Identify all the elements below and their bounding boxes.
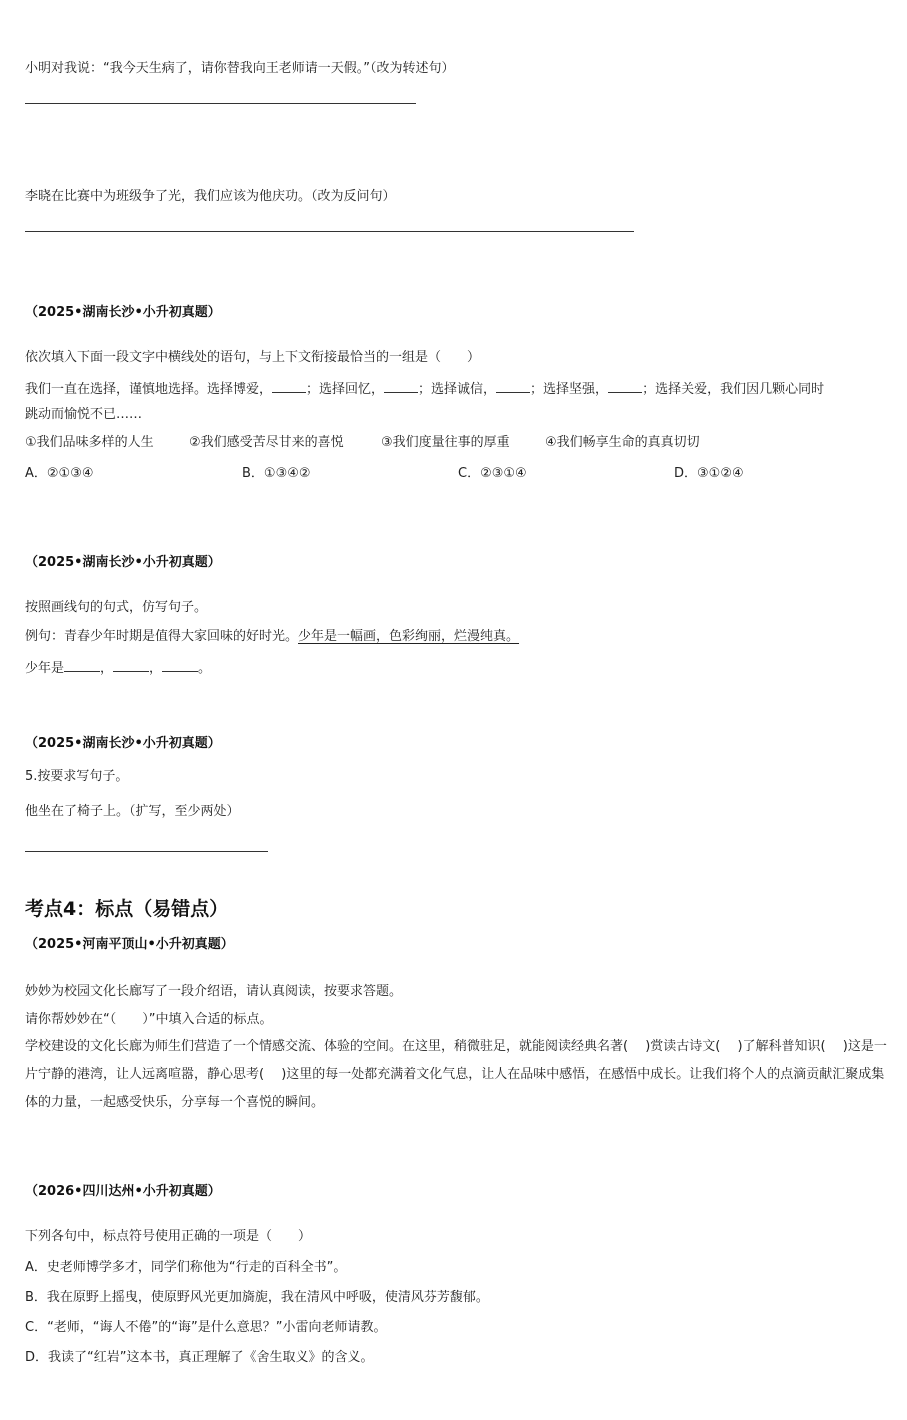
- q7-source: （2026•四川达州•小升初真题）: [25, 1184, 221, 1199]
- q3-option-a[interactable]: A．②①③④: [25, 466, 94, 481]
- q7-option-c[interactable]: C．“老师，“诲人不倦”的“诲”是什么意思？”小雷向老师请教。: [25, 1320, 387, 1335]
- q6-passage: 学校建设的文化长廊为师生们营造了一个情感交流、体验的空间。在这里，稍微驻足，就能阅读经典名著( )赏读古诗文( )了解科普知识( )这是一片宁静的港湾，让人远离喧嚣，静心思考( )这里的每一处都充满着文化气息，让人在品味中感悟，在感悟中成长。让我们将个人的点滴贡献汇聚成集体的力量，一起感受快乐，分享每一个喜悦的瞬间。: [25, 1039, 887, 1110]
- q4-example: [25, 628, 519, 646]
- q7-option-b[interactable]: B．我在原野上摇曳，使原野风光更加旖旎，我在清风中呼吸，使清风芬芳馥郁。: [25, 1290, 489, 1305]
- q3-blank-3[interactable]: [496, 378, 530, 393]
- q4-sep-1: ，: [100, 661, 114, 676]
- q2-prompt: 李晓在比赛中为班级争了光，我们应该为他庆功。（改为反问句）: [25, 189, 396, 204]
- q2-answer-line[interactable]: [25, 231, 634, 232]
- q4-example-underlined: 少年是一幅画，色彩绚丽，烂漫纯真。: [298, 629, 520, 644]
- q4-blank-3[interactable]: [162, 657, 198, 672]
- q4-blank-2[interactable]: [113, 657, 149, 672]
- section-heading: 考点4：标点（易错点）: [25, 898, 229, 920]
- q3-blank-4[interactable]: [608, 378, 642, 393]
- q3-option-c[interactable]: C．②③①④: [458, 466, 527, 481]
- q3-passage-part-e: ；选择关爱，我们因几颗心同时: [642, 382, 825, 397]
- q3-passage-part-c: ；选择诚信，: [418, 382, 497, 397]
- q4-sep-2: ，: [149, 661, 163, 676]
- q4-answer-prefix: 少年是: [25, 661, 65, 676]
- q4-source: （2025•湖南长沙•小升初真题）: [25, 555, 221, 570]
- q4-blank-1[interactable]: [64, 657, 100, 672]
- q3-stem: 依次填入下面一段文字中横线处的语句，与上下文衔接最恰当的一组是（ ）: [25, 350, 481, 365]
- q3-item-2: ②我们感受苦尽甘来的喜悦: [189, 435, 344, 450]
- q7-option-a[interactable]: A．史老师博学多才，同学们称他为“行走的百科全书”。: [25, 1260, 347, 1275]
- q3-option-b[interactable]: B．①③④②: [242, 466, 311, 481]
- q4-stem: 按照画线句的句式，仿写句子。: [25, 600, 208, 615]
- q5-answer-line[interactable]: [25, 851, 268, 852]
- q5-title: 5.按要求写句子。: [25, 769, 129, 784]
- q6-intro: 妙妙为校园文化长廊写了一段介绍语，请认真阅读，按要求答题。: [25, 984, 403, 999]
- q5-prompt: 他坐在了椅子上。（扩写，至少两处）: [25, 804, 240, 819]
- q6-task: 请你帮妙妙在“（ ）”中填入合适的标点。: [25, 1012, 273, 1027]
- q3-blank-1[interactable]: [272, 378, 306, 393]
- q3-option-d[interactable]: D．③①②④: [674, 466, 744, 481]
- q3-passage-part-b: ；选择回忆，: [306, 382, 385, 397]
- q3-item-3: ③我们度量往事的厚重: [381, 435, 510, 450]
- q3-source: （2025•湖南长沙•小升初真题）: [25, 305, 221, 320]
- q3-passage-line1: [25, 378, 824, 399]
- q3-passage-line2: 跳动而愉悦不已……: [25, 407, 143, 422]
- q1-answer-line[interactable]: [25, 103, 416, 104]
- q3-passage-part-d: ；选择坚强，: [530, 382, 609, 397]
- q4-example-prefix: 例句：青春少年时期是值得大家回味的好时光。: [25, 629, 299, 644]
- q3-item-4: ④我们畅享生命的真真切切: [545, 435, 700, 450]
- q1-prompt: 小明对我说：“我今天生病了，请你替我向王老师请一天假。”（改为转述句）: [25, 61, 455, 76]
- q3-passage-part-a: 我们一直在选择，谨慎地选择。选择博爱，: [25, 382, 273, 397]
- q3-blank-2[interactable]: [384, 378, 418, 393]
- q7-option-d[interactable]: D．我读了“红岩”这本书，真正理解了《舍生取义》的含义。: [25, 1350, 374, 1365]
- q4-end: 。: [198, 661, 212, 676]
- q7-stem: 下列各句中，标点符号使用正确的一项是（ ）: [25, 1229, 312, 1244]
- q5-source: （2025•湖南长沙•小升初真题）: [25, 736, 221, 751]
- q6-source: （2025•河南平顶山•小升初真题）: [25, 937, 234, 952]
- q3-item-1: ①我们品味多样的人生: [25, 435, 154, 450]
- q4-answer-row: [25, 657, 211, 678]
